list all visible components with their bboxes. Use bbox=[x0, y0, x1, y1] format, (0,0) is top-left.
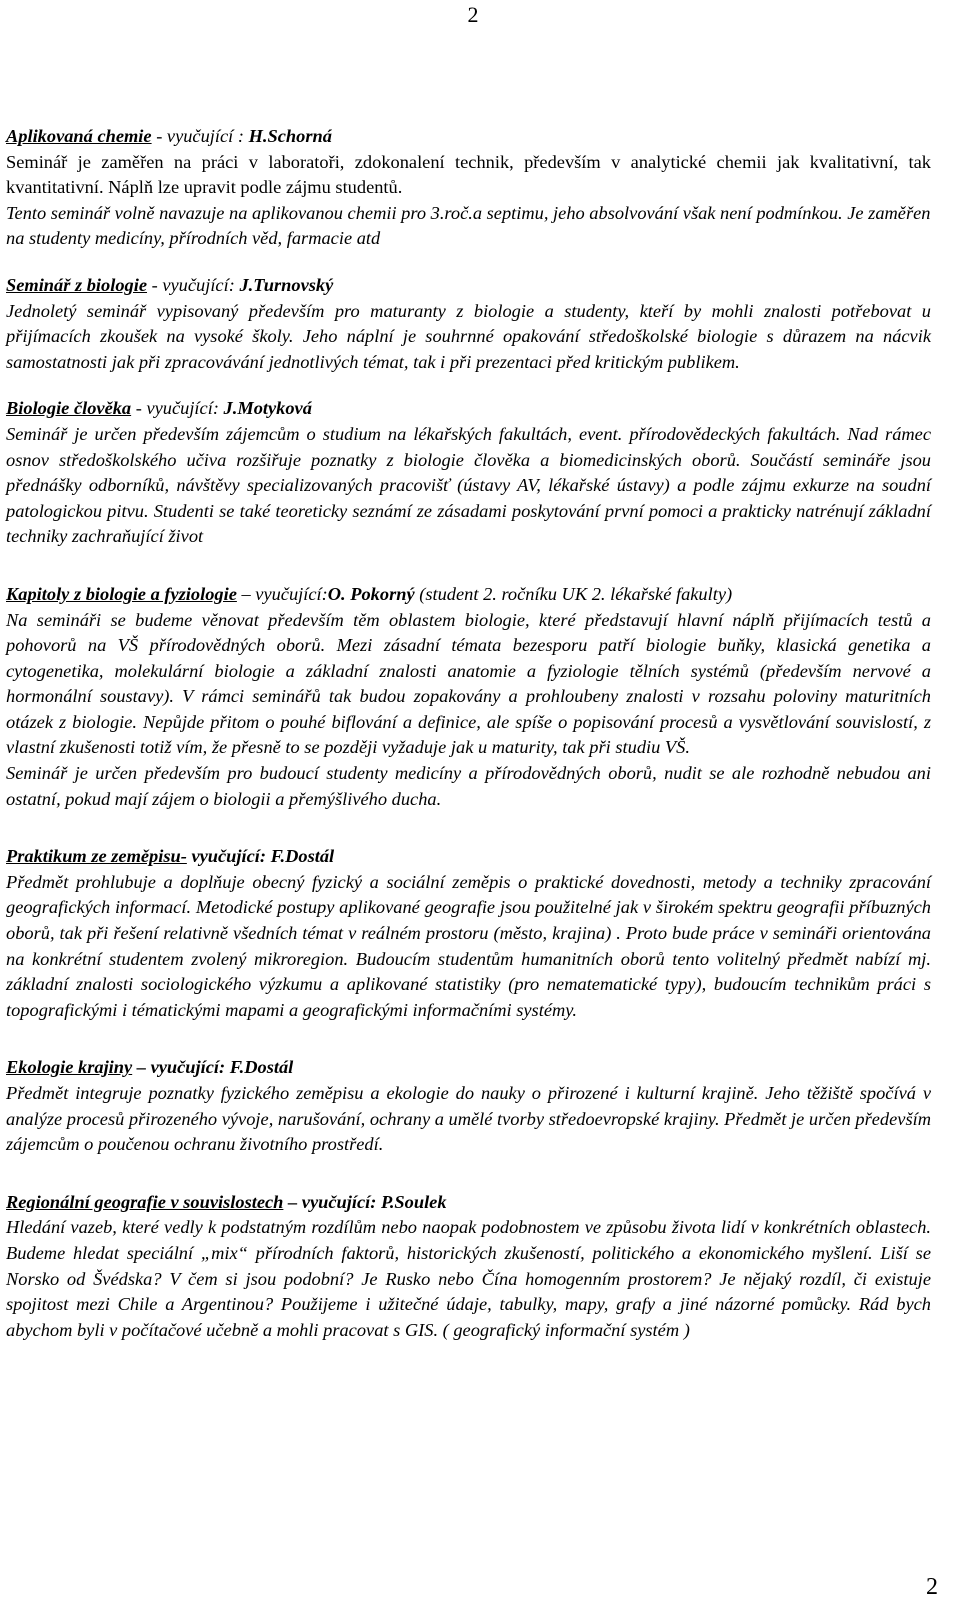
section-paragraph: Seminář je zaměřen na práci v laboratoři, zdokonalení technik, především v analytické chemii jak kvalitativní, tak kvantitativní. Náplň lze upravit podle zájmu studentů. bbox=[6, 151, 931, 198]
section-ekologie-krajiny bbox=[6, 1055, 931, 1157]
section-teacher-label: - vyučující: bbox=[147, 274, 240, 295]
section-title: Regionální geografie v souvislostech bbox=[6, 1191, 284, 1212]
section-heading bbox=[6, 1190, 931, 1216]
section-heading bbox=[6, 273, 931, 299]
section-paragraph: Předmět prohlubuje a doplňuje obecný fyzický a sociální zeměpis o praktické dovednosti, metody a techniky zpracování geografických informací. Metodické postupy aplikované geografie jsou použitelné jak v širokém spektru geografii příbuzných oborů, tak při řešení relativně všedních témat v reálném prostoru (město, krajina) . Proto bude práce v semináři orientována na konkrétní studentem zvolený mikroregion. Budoucím studentům humanitních oborů tento volitelný předmět nabízí mj. základní znalosti sociologického výzkumu a aplikované statistiky (pro nematematické typy), budoucím technikům práci s topografickými i tématickými mapami a geografickými informačními systémy. bbox=[6, 871, 931, 1020]
section-heading bbox=[6, 396, 931, 422]
section-aplikovana-chemie bbox=[6, 124, 931, 252]
section-paragraph: Tento seminář volně navazuje na aplikovanou chemii pro 3.roč.a septimu, jeho absolvování však není podmínkou. Je zaměřen na studenty medicíny, přírodních věd, farmacie atd bbox=[6, 202, 931, 249]
section-heading bbox=[6, 1055, 931, 1081]
section-teacher: F.Dostál bbox=[229, 1057, 294, 1078]
section-teacher: P.Soulek bbox=[380, 1191, 447, 1212]
section-paragraph: Jednoletý seminář vypisovaný především pro maturanty z biologie a studenty, kteří by mohli znalosti potřebovat u přijímacích zkoušek na vysoké školy. Jeho náplní je souhrnné opakování středoškolské biologie s důrazem na nácvik samostatnosti jak při zpracovávání jednotlivých témat, tak i při prezentaci před kritickým publikem. bbox=[6, 300, 931, 372]
section-teacher: O. Pokorný bbox=[327, 583, 415, 604]
section-title: Ekologie krajiny bbox=[6, 1057, 133, 1078]
document-body bbox=[6, 124, 931, 1364]
section-title: Kapitoly z biologie a fyziologie bbox=[6, 583, 237, 604]
section-regionalni-geografie bbox=[6, 1190, 931, 1344]
section-teacher-label: - vyučující : bbox=[151, 126, 249, 146]
section-paragraph: Předmět integruje poznatky fyzického zeměpisu a ekologie do nauky o přirozené i kulturní krajině. Jeho těžiště spočívá v analýze procesů přirozeného vývoje, narušování, ochrany a umělé tvorby středoevropské krajiny. Předmět je určen především zájemcům o poučenou ochranu životního prostředí. bbox=[6, 1083, 931, 1155]
section-teacher-label: – vyučující: bbox=[236, 583, 328, 604]
section-heading bbox=[6, 124, 931, 150]
section-paragraph: Hledání vazeb, které vedly k podstatným rozdílům nebo naopak podobnostem ve způsobu života lidí v konkrétních oblastech. Budeme hledat speciální „mix“ přírodních faktorů, historických zkušeností, politického a ekonomického myšlení. Liší se Norsko od Švédska? V čem si jsou podobní? Je Rusko nebo Čína homogenním prostorem? Je nějaký rozdíl, či existuje spojitost mezi Chile a Argentinou? Použijeme i užitečné údaje, tabulky, mapy, grafy a jiné názorné pomůcky. Rád bych abychom byli v počítačové učebně a mohli pracovat s GIS. ( geografický informační systém ) bbox=[6, 1217, 931, 1340]
section-paragraph: Na semináři se budeme věnovat především těm oblastem biologie, které představují hlavní náplň přijímacích testů a pohovorů na VŠ přírodovědných oborů. Mezi zásadní témata bezesporu patří biologie buňky, klasická genetika a cytogenetika, molekulární biologie a základní znalosti anatomie a fyziologie tělních systémů (především nervové a hormonální soustavy). V rámci seminářů tak budou zopakovány a prohloubeny znalosti v rozsahu poloviny maturitních otázek z biologie. Nepůjde přitom o pouhé biflování a definice, ale spíše o popisování procesů a vysvětlování souvislostí, z vlastní zkušenosti totiž vím, že přesně to se později vyžaduje jak u maturity, tak při studiu VŠ. bbox=[6, 609, 931, 758]
section-seminar-z-biologie bbox=[6, 273, 931, 375]
section-teacher-note: (student 2. ročníku UK 2. lékařské fakulty) bbox=[414, 583, 733, 604]
section-paragraph: Seminář je určen především zájemcům o studium na lékařských fakultách, event. přírodovědeckých fakultách. Nad rámec osnov středoškolského učiva rozšiřuje poznatky z biologie člověka a biomedicinských oborů. Součástí semináře jsou přednášky odborníků, návštěvy specializovaných pracovišť (ústavy AV, lékařské ústavy) a podle zájmu exkurze na soudní patologickou pitvu. Studenti se také teoreticky seznámí ze zásadami poskytování první pomoci a prakticky natrénují základní techniky zachraňující život bbox=[6, 423, 931, 547]
section-title: Biologie člověka bbox=[6, 398, 132, 419]
section-paragraph: Seminář je určen především pro budoucí studenty medicíny a přírodovědných oborů, nudit se ale rozhodně nebudou ani ostatní, pokud mají zájem o biologii a přemýšlivého ducha. bbox=[6, 763, 931, 809]
section-praktikum-ze-zemepisu bbox=[6, 844, 931, 1023]
section-kapitoly-z-biologie bbox=[6, 582, 931, 812]
section-biologie-cloveka bbox=[6, 396, 931, 550]
section-teacher-label: - vyučující: bbox=[131, 398, 224, 419]
section-title: Aplikovaná chemie bbox=[6, 126, 152, 146]
section-heading bbox=[6, 582, 931, 608]
section-teacher-label: – vyučující: bbox=[283, 1191, 381, 1212]
section-teacher-label: – vyučující: bbox=[132, 1057, 230, 1078]
section-teacher: J.Turnovský bbox=[239, 274, 334, 295]
section-title: Seminář z biologie bbox=[6, 274, 148, 295]
section-teacher: H.Schorná bbox=[248, 126, 332, 146]
section-heading bbox=[6, 844, 931, 870]
page-number-bottom: 2 bbox=[926, 1574, 938, 1600]
section-teacher: F.Dostál bbox=[270, 846, 335, 867]
section-title: Praktikum ze zeměpisu- bbox=[6, 846, 187, 867]
section-teacher-label: vyučující: bbox=[186, 846, 271, 867]
page-number-top: 2 bbox=[467, 2, 479, 27]
section-teacher: J.Motyková bbox=[223, 398, 312, 419]
